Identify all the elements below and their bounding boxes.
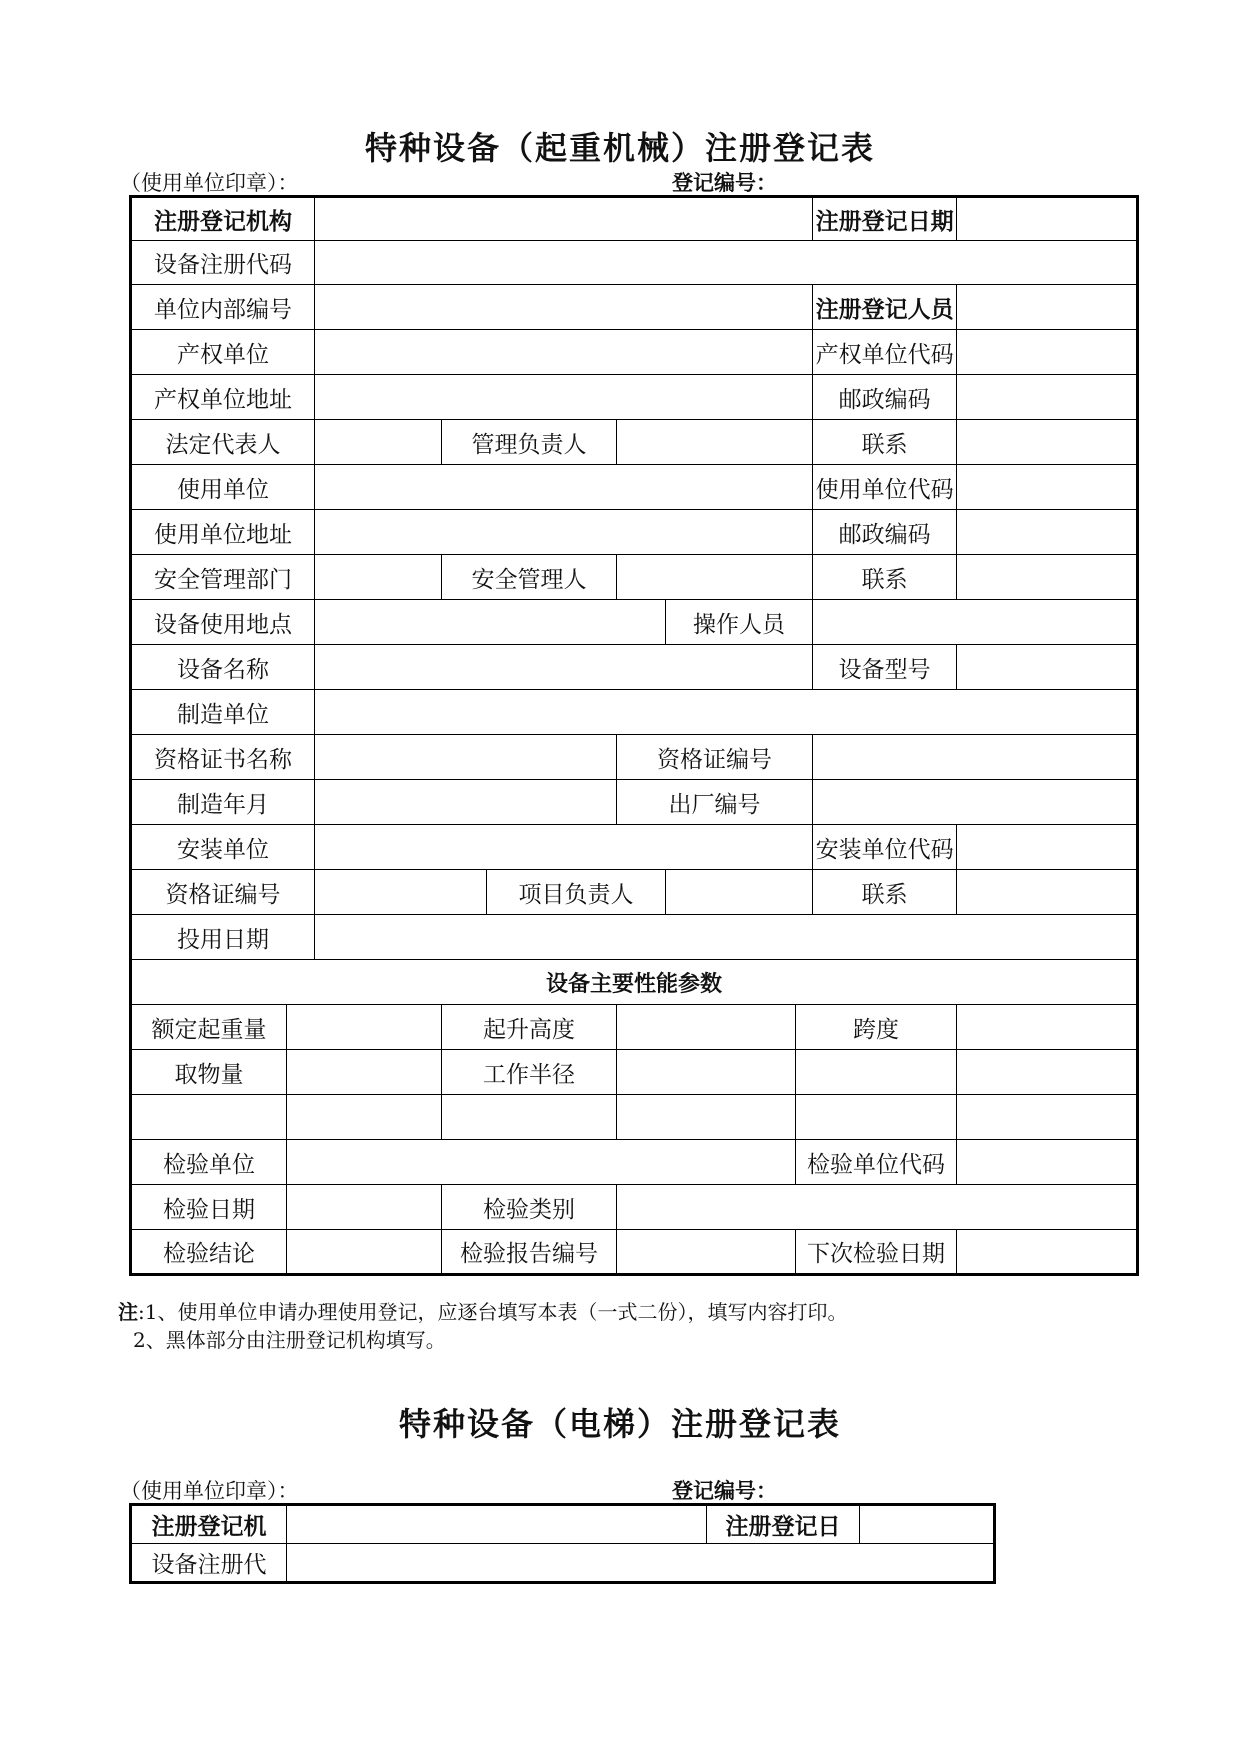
table-row [131, 420, 1138, 465]
field-pickup-amount[interactable] [287, 1050, 442, 1095]
form1-seal-label: （使用单位印章）： [120, 171, 299, 195]
form1-registration-table [129, 195, 1139, 1276]
field-next-inspection-date[interactable] [957, 1230, 1138, 1275]
table-row [131, 1140, 1138, 1185]
note-line-2: 2、黑体部分由注册登记机构填写。 [133, 1328, 446, 1352]
table-row [131, 465, 1138, 510]
field-registration-staff[interactable] [957, 285, 1138, 330]
field-installer[interactable] [315, 825, 813, 870]
label-registration-authority: 注册登记机构 [131, 197, 315, 241]
table-row [131, 870, 1138, 915]
form2-seal-label: （使用单位印章）： [120, 1479, 299, 1503]
field-contact[interactable] [957, 555, 1138, 600]
label-internal-number: 单位内部编号 [131, 285, 315, 330]
table-row [131, 241, 1138, 285]
table-row [131, 645, 1138, 690]
label-pickup-amount: 取物量 [131, 1050, 287, 1095]
label-project-lead: 项目负责人 [487, 870, 666, 915]
label-inspection-report-number: 检验报告编号 [442, 1230, 617, 1275]
table-row [131, 197, 1138, 241]
table-row [131, 1544, 995, 1583]
label-postal-code: 邮政编码 [813, 375, 957, 420]
field-equipment-registration-code[interactable] [287, 1544, 995, 1583]
field-registration-date[interactable] [860, 1505, 995, 1544]
label-contact: 联系 [813, 555, 957, 600]
table-row [131, 1050, 1138, 1095]
label-safety-manager: 安全管理人 [442, 555, 617, 600]
label-equipment-registration-code: 设备注册代码 [131, 241, 315, 285]
field-certificate-name[interactable] [315, 735, 617, 780]
label-serial-number: 出厂编号 [617, 780, 813, 825]
field-equipment-registration-code[interactable] [315, 241, 1138, 285]
field-project-lead[interactable] [666, 870, 813, 915]
field-postal-code[interactable] [957, 375, 1138, 420]
label-certificate-number: 资格证编号 [617, 735, 813, 780]
field-lifting-height[interactable] [617, 1005, 796, 1050]
field-rated-lifting-capacity[interactable] [287, 1005, 442, 1050]
label-equipment-registration-code: 设备注册代 [131, 1544, 287, 1583]
label-registration-authority: 注册登记机 [131, 1505, 287, 1544]
field-inspection-type[interactable] [617, 1185, 1138, 1230]
field-inspection-date[interactable] [287, 1185, 442, 1230]
field-extra-value[interactable] [957, 1050, 1138, 1095]
field-inspection-report-number[interactable] [617, 1230, 796, 1275]
label-legal-representative: 法定代表人 [131, 420, 315, 465]
table-row [131, 735, 1138, 780]
form2-registration-number-label: 登记编号： [672, 1479, 777, 1503]
field-safety-manager[interactable] [617, 555, 813, 600]
label-inspection-unit-code: 检验单位代码 [796, 1140, 957, 1185]
field-user-unit-code[interactable] [957, 465, 1138, 510]
label-installer-code: 安装单位代码 [813, 825, 957, 870]
label-safety-department: 安全管理部门 [131, 555, 315, 600]
label-rated-lifting-capacity: 额定起重量 [131, 1005, 287, 1050]
label-inspection-type: 检验类别 [442, 1185, 617, 1230]
table-row [131, 555, 1138, 600]
field-blank[interactable] [287, 1095, 442, 1140]
field-registration-authority[interactable] [315, 197, 813, 241]
field-contact[interactable] [957, 420, 1138, 465]
field-certificate-number[interactable] [813, 735, 1138, 780]
field-property-owner[interactable] [315, 330, 813, 375]
section-heading-performance-parameters: 设备主要性能参数 [131, 960, 1138, 1005]
table-row [131, 960, 1138, 1005]
field-inspection-unit-code[interactable] [957, 1140, 1138, 1185]
field-user-unit-address[interactable] [315, 510, 813, 555]
table-row [131, 690, 1138, 735]
table-row [131, 780, 1138, 825]
field-usage-location[interactable] [315, 600, 666, 645]
table-row [131, 330, 1138, 375]
form1-registration-number-label: 登记编号： [672, 171, 777, 195]
note-text-1: :1、使用单位申请办理使用登记，应逐台填写本表（一式二份），填写内容打印。 [138, 1300, 848, 1324]
table-row [131, 915, 1138, 960]
table-row [131, 825, 1138, 870]
field-manufacturer[interactable] [315, 690, 1138, 735]
label-certificate-name: 资格证书名称 [131, 735, 315, 780]
field-serial-number[interactable] [813, 780, 1138, 825]
field-installer-certificate-number[interactable] [315, 870, 487, 915]
label-registration-date: 注册登记日期 [813, 197, 957, 241]
form1-title: 特种设备（起重机械）注册登记表 [364, 129, 875, 167]
field-blank[interactable] [796, 1095, 957, 1140]
field-user-unit[interactable] [315, 465, 813, 510]
table-row [131, 1005, 1138, 1050]
label-span: 跨度 [796, 1005, 957, 1050]
field-registration-date[interactable] [957, 197, 1138, 241]
label-operator: 操作人员 [666, 600, 813, 645]
field-operator[interactable] [813, 600, 1138, 645]
label-usage-location: 设备使用地点 [131, 600, 315, 645]
field-blank[interactable] [442, 1095, 617, 1140]
label-property-owner: 产权单位 [131, 330, 315, 375]
label-equipment-model: 设备型号 [813, 645, 957, 690]
field-extra-label[interactable] [796, 1050, 957, 1095]
label-next-inspection-date: 下次检验日期 [796, 1230, 957, 1275]
table-row [131, 1185, 1138, 1230]
label-user-unit-code: 使用单位代码 [813, 465, 957, 510]
field-working-radius[interactable] [617, 1050, 796, 1095]
form2-title: 特种设备（电梯）注册登记表 [398, 1405, 841, 1443]
label-manufacturer: 制造单位 [131, 690, 315, 735]
form1-notes [118, 1298, 847, 1354]
label-manufacture-date: 制造年月 [131, 780, 315, 825]
note-line-1 [118, 1298, 847, 1326]
table-row [131, 1095, 1138, 1140]
field-legal-representative[interactable] [315, 420, 442, 465]
field-internal-number[interactable] [315, 285, 813, 330]
label-installer: 安装单位 [131, 825, 315, 870]
field-span[interactable] [957, 1005, 1138, 1050]
field-property-owner-code[interactable] [957, 330, 1138, 375]
field-commissioning-date[interactable] [315, 915, 1138, 960]
label-working-radius: 工作半径 [442, 1050, 617, 1095]
field-blank[interactable] [957, 1095, 1138, 1140]
field-installer-code[interactable] [957, 825, 1138, 870]
table-row [131, 285, 1138, 330]
table-row [131, 510, 1138, 555]
label-lifting-height: 起升高度 [442, 1005, 617, 1050]
form2-registration-table [129, 1503, 996, 1584]
label-registration-date: 注册登记日 [707, 1505, 860, 1544]
field-postal-code[interactable] [957, 510, 1138, 555]
field-management-head[interactable] [617, 420, 813, 465]
label-equipment-name: 设备名称 [131, 645, 315, 690]
label-inspection-conclusion: 检验结论 [131, 1230, 287, 1275]
field-inspection-conclusion[interactable] [287, 1230, 442, 1275]
field-blank[interactable] [617, 1095, 796, 1140]
field-registration-authority[interactable] [287, 1505, 707, 1544]
label-installer-certificate-number: 资格证编号 [131, 870, 315, 915]
label-contact: 联系 [813, 420, 957, 465]
field-equipment-model[interactable] [957, 645, 1138, 690]
label-property-owner-code: 产权单位代码 [813, 330, 957, 375]
label-inspection-date: 检验日期 [131, 1185, 287, 1230]
field-manufacture-date[interactable] [315, 780, 617, 825]
label-registration-staff: 注册登记人员 [813, 285, 957, 330]
table-row [131, 375, 1138, 420]
field-equipment-name[interactable] [315, 645, 813, 690]
table-row [131, 1505, 995, 1544]
label-postal-code: 邮政编码 [813, 510, 957, 555]
table-row [131, 1230, 1138, 1275]
label-management-head: 管理负责人 [442, 420, 617, 465]
label-contact: 联系 [813, 870, 957, 915]
label-commissioning-date: 投用日期 [131, 915, 315, 960]
field-inspection-unit[interactable] [287, 1140, 796, 1185]
label-property-owner-address: 产权单位地址 [131, 375, 315, 420]
label-user-unit-address: 使用单位地址 [131, 510, 315, 555]
note-lead: 注 [118, 1300, 138, 1324]
field-contact[interactable] [957, 870, 1138, 915]
table-row [131, 600, 1138, 645]
field-safety-department[interactable] [315, 555, 442, 600]
label-inspection-unit: 检验单位 [131, 1140, 287, 1185]
field-blank[interactable] [131, 1095, 287, 1140]
label-user-unit: 使用单位 [131, 465, 315, 510]
field-property-owner-address[interactable] [315, 375, 813, 420]
